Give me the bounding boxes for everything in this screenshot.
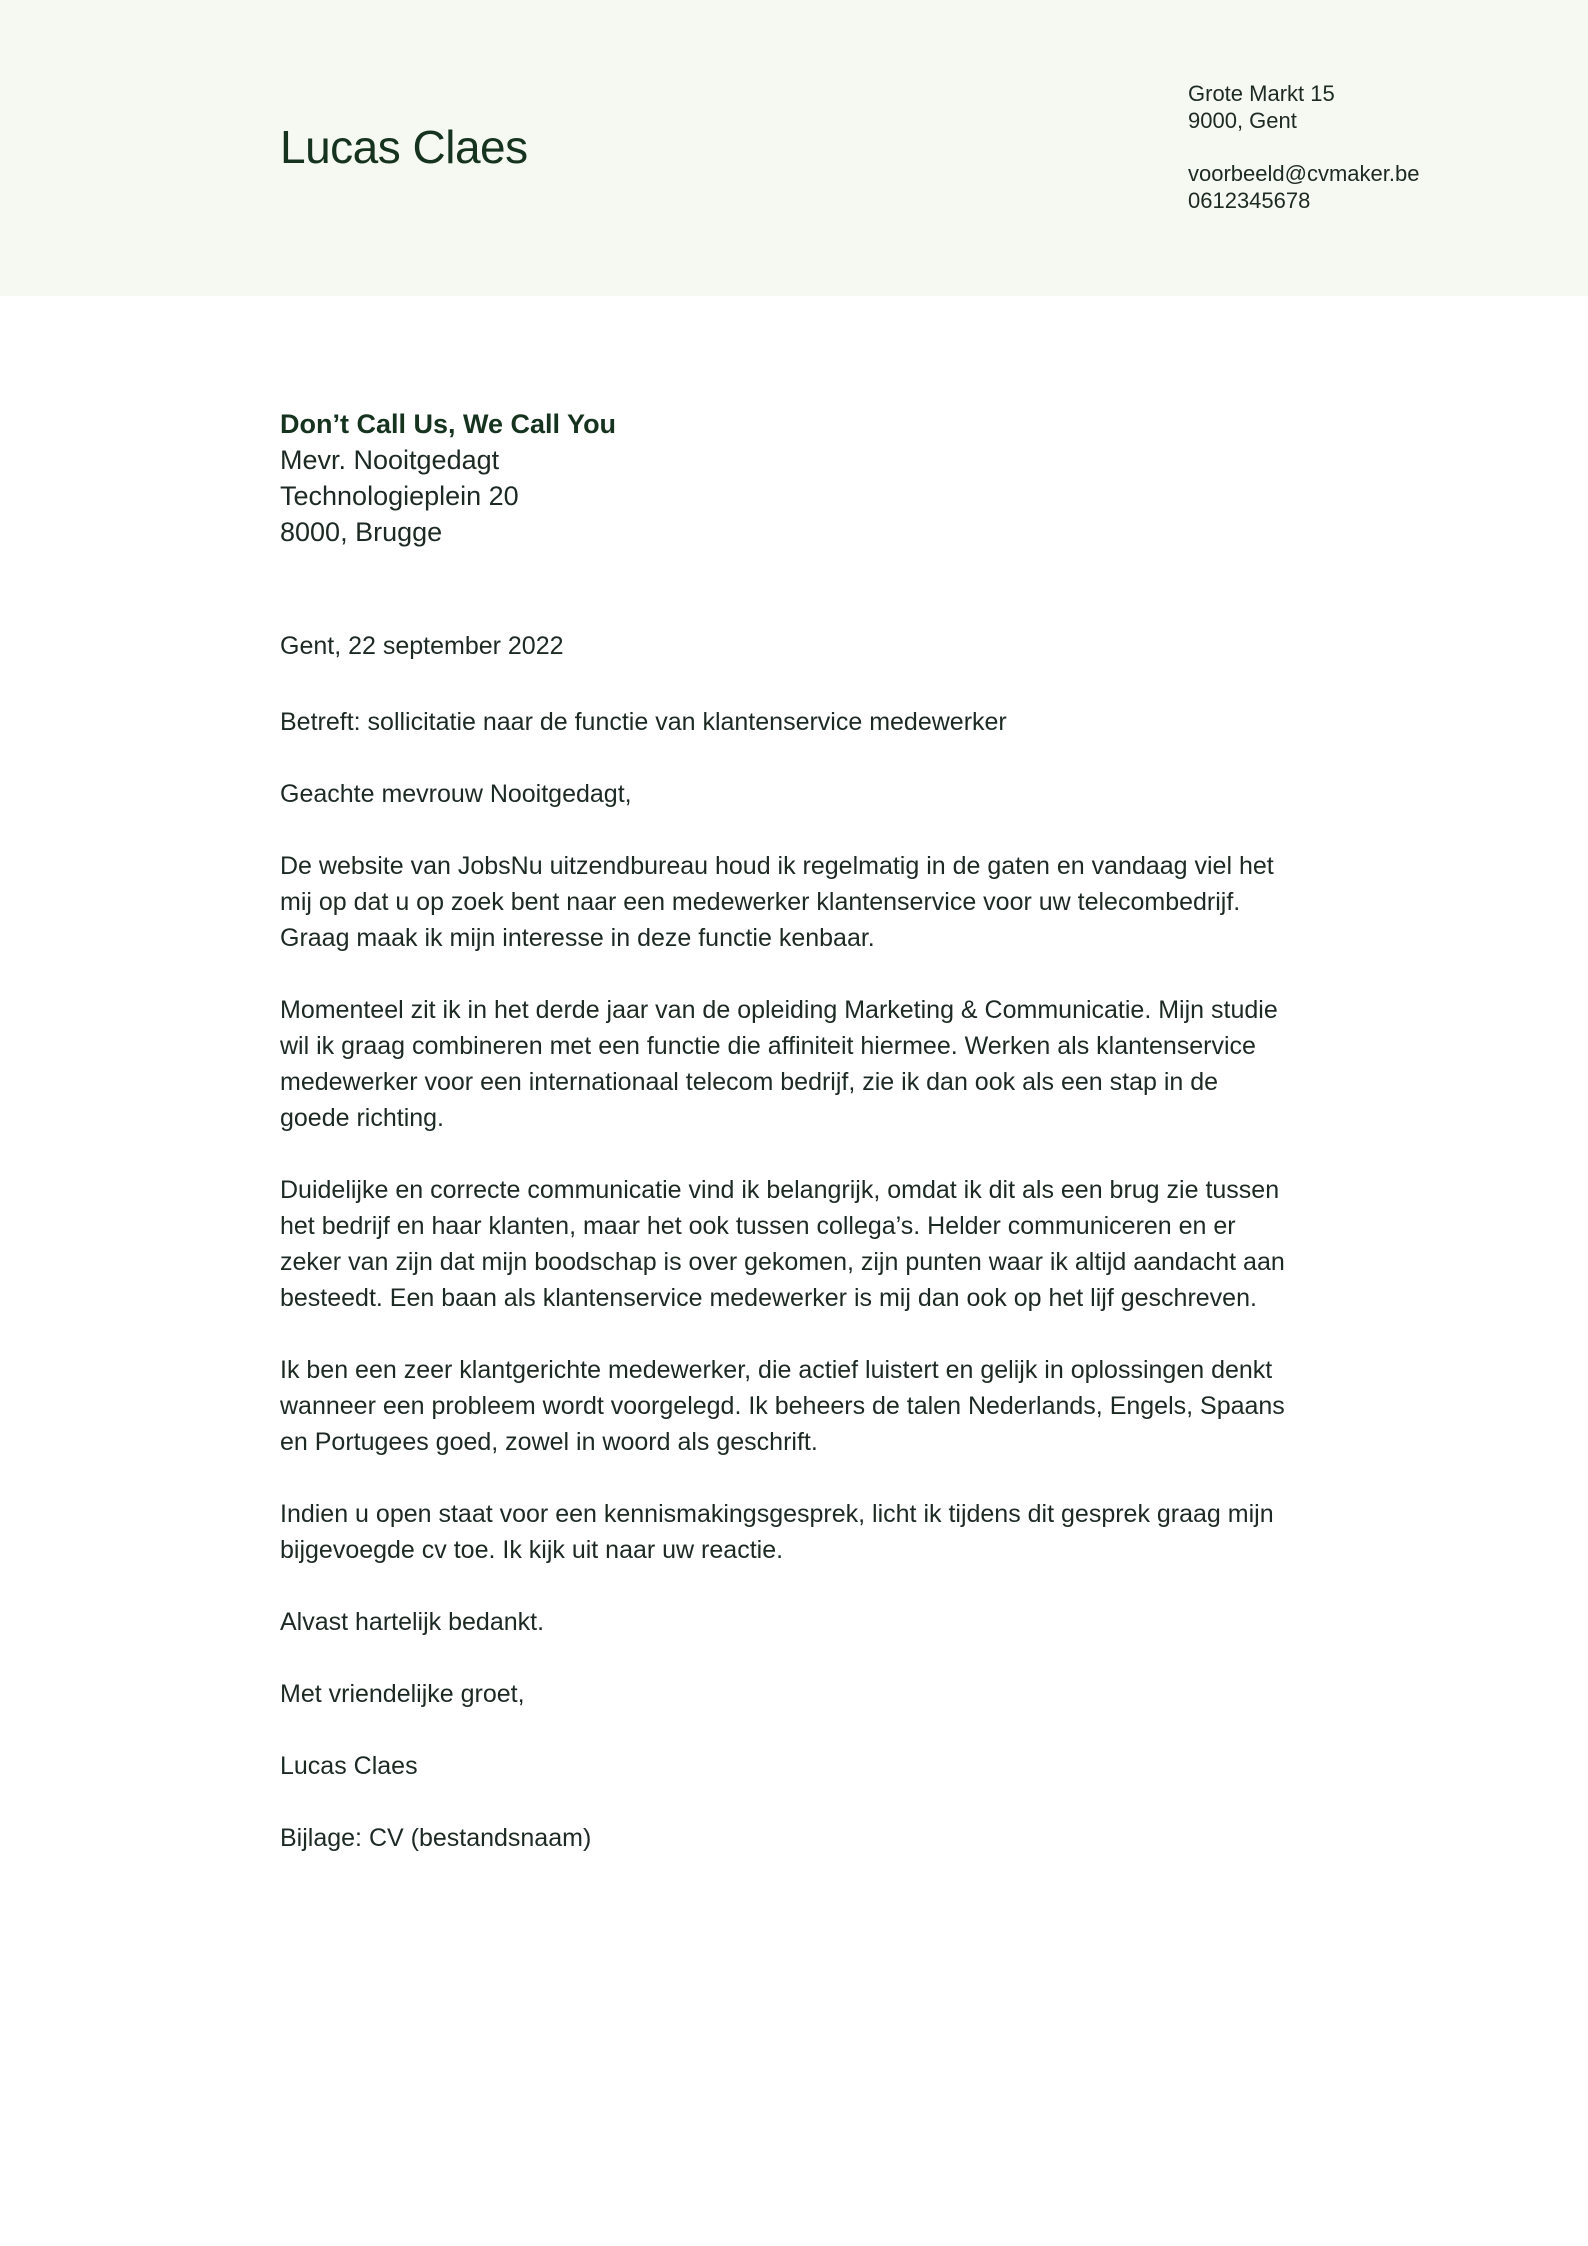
letter-paragraph-4: Ik ben een zeer klantgerichte medewerker, die actief luistert en gelijk in oplossingen denkt wanneer een probleem wordt voorgelegd. Ik beheers de talen Nederlands, Engels, Spaans en Portugees goed, zowel in woord als geschrift. [280, 1356, 1285, 1456]
recipient-company: Don’t Call Us, We Call You [280, 409, 617, 439]
recipient-city: 8000, Brugge [280, 517, 443, 547]
recipient-block [280, 406, 616, 550]
letter-paragraph-1: De website van JobsNu uitzendbureau houd ik regelmatig in de gaten en vandaag viel het mij op dat u op zoek bent naar een medewerker klantenservice voor uw telecombedrijf. Graag maak ik mijn interesse in deze functie kenbaar. [280, 852, 1274, 952]
letter-paragraph-5: Indien u open staat voor een kennismakingsgesprek, licht ik tijdens dit gesprek graag mijn bijgevoegde cv toe. Ik kijk uit naar uw reactie. [280, 1500, 1274, 1564]
sender-name: Lucas Claes [280, 121, 528, 173]
letter-signature: Lucas Claes [280, 1752, 418, 1780]
letter-header [0, 0, 1588, 296]
letter-date: Gent, 22 september 2022 [280, 632, 564, 660]
recipient-street: Technologieplein 20 [280, 481, 519, 511]
sender-email: voorbeeld@cvmaker.be [1188, 161, 1420, 186]
letter-paragraph-2: Momenteel zit ik in het derde jaar van de opleiding Marketing & Communicatie. Mijn studie wil ik graag combineren met een functie die affiniteit hiermee. Werken als klantenservice medewerker voor een internationaal telecom bedrijf, zie ik dan ook als een stap in de goede richting. [280, 996, 1278, 1132]
recipient-contact: Mevr. Nooitgedagt [280, 445, 500, 475]
sender-address-city: 9000, Gent [1188, 108, 1297, 133]
letter-closing: Met vriendelijke groet, [280, 1680, 525, 1708]
letter-attachment: Bijlage: CV (bestandsnaam) [280, 1824, 592, 1852]
letter-body [280, 628, 1340, 1892]
letter-paragraph-3: Duidelijke en correcte communicatie vind ik belangrijk, omdat ik dit als een brug zie tussen het bedrijf en haar klanten, maar het ook tussen collega’s. Helder communiceren en er zeker van zijn dat mijn boodschap is over gekomen, zijn punten waar ik altijd aandacht aan besteedt. Een baan als klantenservice medewerker is mij dan ook op het lijf geschreven. [280, 1176, 1285, 1312]
letter-salutation: Geachte mevrouw Nooitgedagt, [280, 780, 632, 808]
letter-thanks: Alvast hartelijk bedankt. [280, 1608, 545, 1636]
sender-contact [1188, 80, 1419, 214]
sender-address-street: Grote Markt 15 [1188, 81, 1335, 106]
sender-phone: 0612345678 [1188, 188, 1311, 213]
letter-subject: Betreft: sollicitatie naar de functie van klantenservice medewerker [280, 708, 1007, 736]
contact-spacer [1188, 134, 1419, 160]
